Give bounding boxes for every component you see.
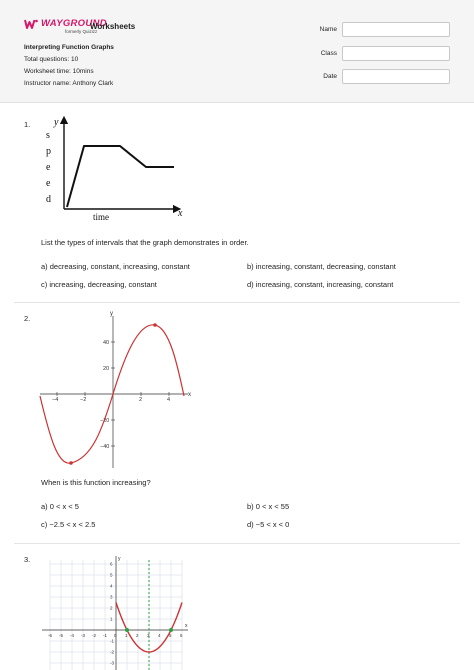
question-3-number: 3. [24, 555, 31, 564]
worksheets-label: Worksheets [90, 22, 136, 31]
q2-y-tick: −20 [100, 418, 110, 424]
date-label: Date [323, 73, 337, 80]
q2-x-tick: −4 [52, 397, 59, 403]
question-1-number: 1. [24, 120, 31, 129]
total-questions: Total questions: 10 [24, 56, 79, 63]
q1-speed-line [67, 146, 174, 207]
q3-x-tick: 2 [136, 633, 139, 638]
brand-name: WAYGROUND [41, 18, 107, 29]
question-2-option-d[interactable]: d) −5 < x < 0 [247, 520, 290, 529]
class-label: Class [320, 50, 337, 57]
question-2-option-a[interactable]: a) 0 < x < 5 [41, 502, 79, 511]
q1-x-label: time [93, 212, 109, 222]
q3-x-axis-letter: x [185, 623, 188, 629]
question-1-option-d[interactable]: d) increasing, constant, increasing, constant [247, 280, 394, 289]
q1-y-letter: s [46, 130, 50, 141]
q3-root-point [125, 628, 129, 632]
q1-x-axis-letter: x [178, 208, 183, 219]
worksheet-time: Worksheet time: 10mins [24, 68, 94, 75]
question-1-option-c[interactable]: c) increasing, decreasing, constant [41, 280, 157, 289]
q3-y-axis-letter: y [118, 556, 121, 562]
instructor-name: Instructor name: Anthony Clark [24, 80, 114, 87]
question-1-option-a[interactable]: a) decreasing, constant, increasing, constant [41, 262, 190, 271]
q2-y-tick: 40 [103, 340, 110, 346]
q3-y-tick: 1 [110, 616, 113, 622]
q3-y-tick: 2 [110, 605, 113, 611]
q3-y-tick: 4 [110, 583, 113, 589]
q3-x-tick: 0 [114, 633, 117, 638]
q2-x-tick: 2 [139, 397, 143, 403]
question-1-prompt: List the types of intervals that the graph demonstrates in order. [41, 238, 249, 247]
q1-y-letter: p [46, 146, 51, 157]
q2-y-axis-letter: y [110, 311, 113, 317]
q3-x-tick: -3 [81, 633, 86, 638]
question-divider [14, 543, 460, 544]
q3-x-tick: 4 [158, 633, 161, 638]
q3-y-tick: 6 [110, 561, 113, 567]
question-2-cubic-graph [36, 308, 196, 470]
question-1-option-b[interactable]: b) increasing, constant, decreasing, constant [247, 262, 396, 271]
q3-x-tick: -6 [48, 633, 53, 638]
q3-x-tick: 6 [180, 633, 183, 638]
q1-y-letter: d [46, 194, 51, 205]
question-2-prompt: When is this function increasing? [41, 478, 151, 487]
q2-local-max-point [153, 323, 157, 327]
question-2-option-c[interactable]: c) −2.5 < x < 2.5 [41, 520, 96, 529]
wayground-logo-icon [24, 19, 38, 29]
q1-y-letter: y [54, 117, 59, 128]
q3-x-tick: 1 [125, 633, 128, 638]
q1-y-letter: e [46, 178, 51, 189]
q3-x-tick: -4 [70, 633, 75, 638]
q3-x-tick: -2 [92, 633, 97, 638]
q3-y-tick: 5 [110, 572, 113, 578]
q3-y-tick: 3 [110, 594, 113, 600]
question-divider [14, 302, 460, 303]
q2-y-tick: −40 [100, 444, 110, 450]
q3-x-tick: -1 [103, 633, 108, 638]
q3-y-tick: -1 [110, 638, 115, 644]
q2-local-min-point [69, 461, 73, 465]
date-field[interactable] [342, 69, 450, 84]
q3-x-tick: 5 [169, 633, 172, 638]
q2-x-tick: −2 [80, 397, 87, 403]
q2-y-tick: 20 [103, 366, 110, 372]
q2-x-tick: 4 [167, 397, 171, 403]
brand-formerly: formerly Quizizz [65, 29, 98, 34]
name-field[interactable] [342, 22, 450, 37]
q3-y-tick: -2 [110, 649, 115, 655]
q2-x-axis-letter: x [188, 392, 191, 398]
class-field[interactable] [342, 46, 450, 61]
q1-y-letter: e [46, 162, 51, 173]
worksheet-title: Interpreting Function Graphs [24, 44, 114, 51]
q3-root-point [169, 628, 173, 632]
q3-x-tick: 3 [147, 633, 150, 638]
question-1-speed-time-graph [40, 114, 190, 226]
question-3-parabola-graph [40, 554, 190, 670]
q3-x-tick: -5 [59, 633, 64, 638]
question-2-number: 2. [24, 314, 31, 323]
question-2-option-b[interactable]: b) 0 < x < 55 [247, 502, 290, 511]
worksheet-header [0, 0, 474, 103]
name-label: Name [319, 26, 337, 33]
q3-y-tick: -3 [110, 660, 115, 666]
